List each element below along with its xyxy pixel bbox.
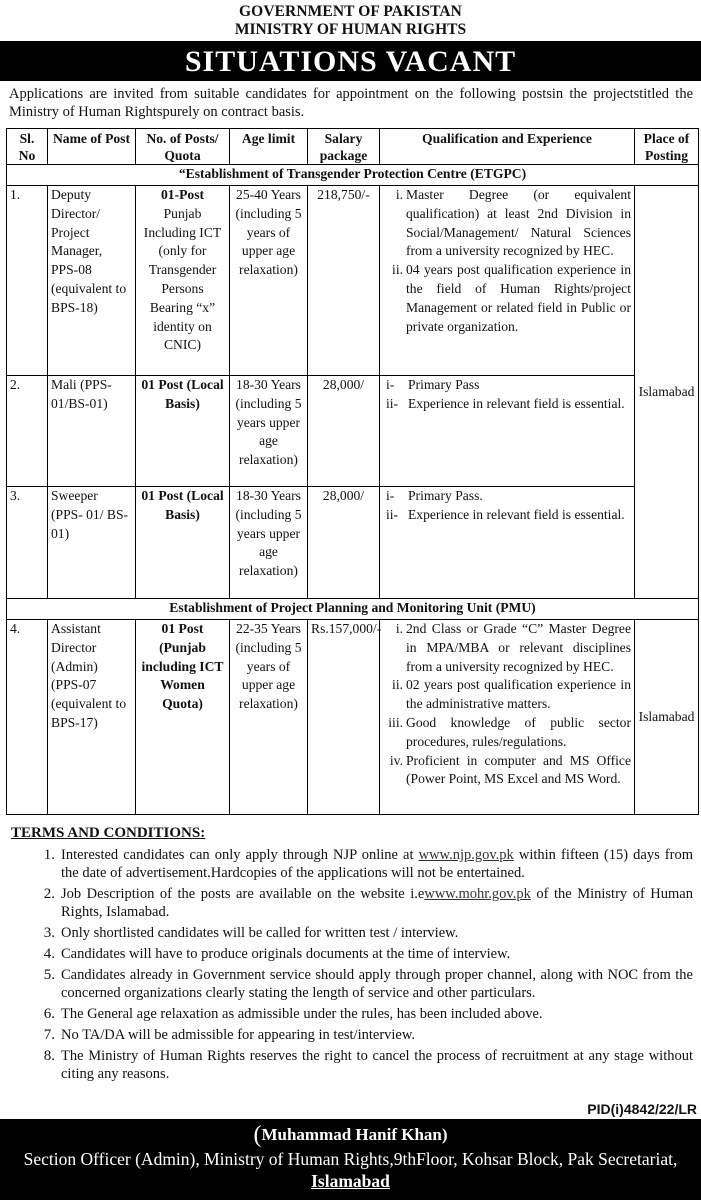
qualification-number: i- <box>386 377 395 392</box>
section-title: “Establishment of Transgender Protection Centre (ETGPC) <box>7 165 699 186</box>
qualification-text: Proficient in computer and MS Office (Power Point, MS Excel and MS Word. <box>406 752 631 787</box>
cell-sl: 3. <box>7 487 48 599</box>
qualification-text: Experience in relevant field is essential. <box>408 395 625 411</box>
term-text-before: The General age relaxation as admissible under the rules, has been included above. <box>61 1006 543 1022</box>
website-link[interactable]: www.mohr.gov.pk <box>424 886 531 902</box>
cell-salary: Rs.157,000/- <box>308 620 380 815</box>
table-row <box>7 186 699 376</box>
term-number: 3. <box>43 925 55 941</box>
terms-and-conditions <box>0 815 701 1083</box>
qualification-number: ii- <box>386 506 399 522</box>
section-pmu <box>7 599 699 620</box>
header-age: Age limit <box>230 129 308 165</box>
cell-post-name: Sweeper (PPS- 01/ BS-01) <box>48 487 136 599</box>
cell-posts <box>136 620 230 815</box>
header <box>0 0 701 81</box>
term-item <box>11 1026 693 1044</box>
qualification-item <box>383 620 631 676</box>
qualification-text: Experience in relevant field is essential. <box>408 506 625 522</box>
term-text <box>61 924 693 942</box>
posts-quota: Punjab Including ICT (only for Transgender Persons Bearing “x” identity on CNIC) <box>143 205 222 353</box>
qualification-number: iii. <box>388 714 403 730</box>
qualification-number: i. <box>395 621 403 636</box>
cell-qualification <box>380 186 635 376</box>
cell-age-limit: 18-30 Years (including 5 years upper age relaxation) <box>230 487 308 599</box>
term-number: 5. <box>43 967 55 983</box>
qualification-number: i- <box>386 488 395 503</box>
qualification-text: 2nd Class or Grade “C” Master Degree in MPA/MBA or relevant disciplines from a university recognized by HEC. <box>406 621 631 674</box>
situations-vacant-banner: SITUATIONS VACANT <box>0 41 701 81</box>
posts-count: 01 Post (Punjab including ICT Women Quota) <box>141 621 224 712</box>
qualification-text: 04 years post qualification experience in the field of Human Rights/project Management or related field in Public or private organization. <box>406 262 631 334</box>
terms-title: TERMS AND CONDITIONS: <box>11 825 206 841</box>
cell-salary: 218,750/- <box>308 186 380 376</box>
qualification-item <box>383 395 631 414</box>
term-item <box>11 945 693 963</box>
qualification-text: 02 years post qualification experience in the administrative matters. <box>406 677 631 712</box>
qualification-text: Primary Pass <box>408 377 480 392</box>
term-item <box>11 846 693 882</box>
posts-count: 01-Post <box>160 187 205 202</box>
term-item <box>11 924 693 942</box>
term-item <box>11 885 693 921</box>
qualification-item <box>383 506 631 525</box>
posts-count: 01 Post (Local Basis) <box>141 377 224 411</box>
website-link[interactable]: www.njp.gov.pk <box>418 847 514 863</box>
cell-salary: 28,000/ <box>308 487 380 599</box>
term-item <box>11 1047 693 1083</box>
term-text <box>61 1047 693 1083</box>
qualification-item <box>383 676 631 714</box>
cell-post-name: Deputy Director/ Project Manager, PPS-08 (equivalent to BPS-18) <box>48 186 136 376</box>
signature-footer <box>0 1119 701 1200</box>
term-text-before: No TA/DA will be admissible for appearing in test/interview. <box>61 1027 416 1043</box>
term-number: 4. <box>43 946 55 962</box>
header-place: Place of Posting <box>635 129 699 165</box>
qualification-item <box>383 376 631 395</box>
cell-sl: 1. <box>7 186 48 376</box>
cell-age-limit: 25-40 Years (including 5 years of upper age relaxation) <box>230 186 308 376</box>
term-text-before: Candidates already in Government service should apply through proper channel, along with NOC from the concerned organizations clearly stating the length of service and other particulars. <box>61 967 693 1001</box>
signer-city: Islamabad <box>311 1171 390 1191</box>
term-text <box>61 966 693 1002</box>
signer-name <box>0 1119 701 1148</box>
term-number: 1. <box>43 847 55 863</box>
term-text <box>61 945 693 963</box>
signer-designation: Section Officer (Admin), Ministry of Human Rights,9thFloor, Kohsar Block, Pak Secretariat, <box>23 1149 678 1169</box>
term-text <box>61 846 693 882</box>
cell-qualification <box>380 376 635 487</box>
cell-qualification <box>380 487 635 599</box>
intro-paragraph: Applications are invited from suitable candidates for appointment on the following postsin the projectstitled the Ministry of Human Rightspurely on contract basis. <box>9 86 693 120</box>
term-number: 8. <box>43 1048 55 1064</box>
cell-sl: 4. <box>7 620 48 815</box>
signer-paren: ( <box>253 1122 262 1148</box>
term-text-before: Job Description of the posts are available on the website i.e <box>61 886 425 902</box>
qualification-item <box>383 186 631 261</box>
table-row <box>7 487 699 599</box>
term-number: 7. <box>43 1027 55 1043</box>
term-text-before: Interested candidates can only apply through NJP online at <box>61 847 419 863</box>
cell-post-name: Assistant Director (Admin) (PPS-07 (equivalent to BPS-17) <box>48 620 136 815</box>
qualification-item <box>383 752 631 790</box>
cell-posts <box>136 487 230 599</box>
term-item <box>11 1005 693 1023</box>
qualification-text: Master Degree (or equivalent qualification) at least 2nd Division in Social/Management/ Natural Sciences from a university recognized by HEC. <box>406 187 631 259</box>
posts-count: 01 Post (Local Basis) <box>141 488 224 522</box>
term-text-after: within fifteen (15) days from the date of advertisement.Hardcopies of the applications will not be entertained. <box>61 847 693 881</box>
term-text-before: Candidates will have to produce originals documents at the time of interview. <box>61 946 511 962</box>
term-text <box>61 1026 693 1044</box>
section-title: Establishment of Project Planning and Monitoring Unit (PMU) <box>7 599 699 620</box>
cell-salary: 28,000/ <box>308 376 380 487</box>
term-text-before: Only shortlisted candidates will be called for written test / interview. <box>61 925 459 941</box>
qualification-item <box>383 261 631 336</box>
cell-age-limit: 22-35 Years (including 5 years of upper age relaxation) <box>230 620 308 815</box>
qualification-number: i. <box>395 187 403 202</box>
cell-qualification <box>380 620 635 815</box>
cell-age-limit: 18-30 Years (including 5 years upper age relaxation) <box>230 376 308 487</box>
pid-number: PID(i)4842/22/LR <box>587 1101 697 1117</box>
cell-posts <box>136 186 230 376</box>
cell-posts <box>136 376 230 487</box>
term-text-after: of the Ministry of Human Rights, Islamabad. <box>61 886 693 920</box>
header-posts: No. of Posts/ Quota <box>136 129 230 165</box>
qualification-text: Primary Pass. <box>408 488 483 503</box>
table-header-row <box>7 129 699 165</box>
cell-post-name: Mali (PPS-01/BS-01) <box>48 376 136 487</box>
table-row <box>7 376 699 487</box>
qualification-number: iv. <box>389 752 403 768</box>
signer-name-text: Muhammad Hanif Khan) <box>261 1125 448 1144</box>
term-text-before: The Ministry of Human Rights reserves the right to cancel the process of recruitment at any stage without citing any reasons. <box>61 1048 693 1082</box>
term-text <box>61 885 693 921</box>
cell-place-of-posting: Islamabad <box>635 186 699 599</box>
cell-place-of-posting: Islamabad <box>635 620 699 815</box>
qualification-number: ii- <box>386 395 399 411</box>
term-text <box>61 1005 693 1023</box>
header-qualification: Qualification and Experience <box>380 129 635 165</box>
section-etgpc <box>7 165 699 186</box>
qualification-item <box>383 714 631 752</box>
term-item <box>11 966 693 1002</box>
table-row <box>7 620 699 815</box>
qualification-number: ii. <box>392 262 403 278</box>
government-title: GOVERNMENT OF PAKISTAN <box>239 3 462 20</box>
vacancies-table <box>6 128 699 815</box>
header-sl: Sl. No <box>7 129 48 165</box>
qualification-number: ii. <box>392 677 403 693</box>
term-number: 2. <box>43 886 55 902</box>
qualification-item <box>383 487 631 506</box>
ministry-title: MINISTRY OF HUMAN RIGHTS <box>234 21 467 38</box>
header-salary: Salary package <box>308 129 380 165</box>
term-number: 6. <box>43 1006 55 1022</box>
header-name: Name of Post <box>48 129 136 165</box>
qualification-text: Good knowledge of public sector procedures, rules/regulations. <box>406 714 631 749</box>
cell-sl: 2. <box>7 376 48 487</box>
